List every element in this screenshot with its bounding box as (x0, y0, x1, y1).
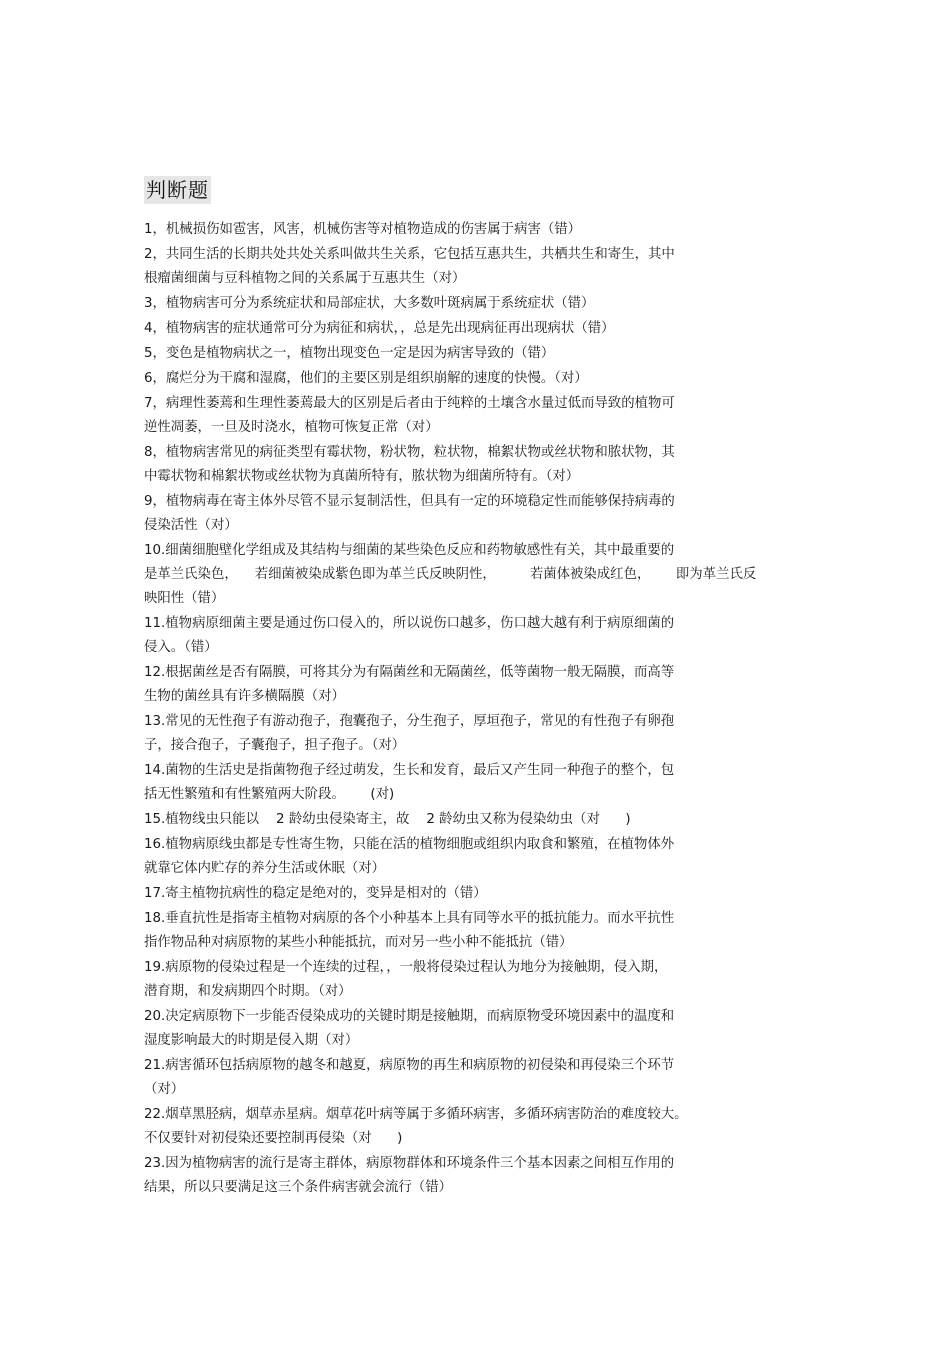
question-line: 是革兰氏染色， 若细菌被染成紫色即为革兰氏反映阴性， 若菌体被染成红色， 即为革兰氏反 (144, 567, 757, 582)
question-line: 根瘤菌细菌与豆科植物之间的关系属于互惠共生（对） (144, 271, 466, 286)
question-line: 14.菌物的生活史是指菌物孢子经过萌发，生长和发育，最后又产生同一种孢子的整个，包 (144, 763, 675, 778)
question-line: 子，接合孢子，子囊孢子，担子孢子。（对） (144, 738, 406, 753)
question-line: 潜育期，和发病期四个时期。（对） (144, 984, 352, 999)
question-line: 23.因为植物病害的流行是寄主群体，病原物群体和环境条件三个基本因素之间相互作用的 (144, 1156, 675, 1171)
question-line: 逆性凋萎，一旦及时浇水，植物可恢复正常（对） (144, 420, 439, 435)
question-line: 13.常见的无性孢子有游动孢子，孢囊孢子，分生孢子，厚垣孢子，常见的有性孢子有卵孢 (144, 714, 675, 729)
question-line: 5，变色是植物病状之一，植物出现变色一定是因为病害导致的（错） (144, 346, 555, 361)
question-line: 湿度影响最大的时期是侵入期（对） (144, 1033, 359, 1048)
question-item (144, 833, 804, 881)
question-line: 中霉状物和棉絮状物或丝状物为真菌所特有，脓状物为细菌所特有。（对） (144, 469, 580, 484)
question-line: 10.细菌细胞壁化学组成及其结构与细菌的某些染色反应和药物敏感性有关，其中最重要的 (144, 543, 675, 558)
question-item (144, 612, 804, 660)
question-item (144, 292, 804, 316)
question-line: 指作物品种对病原物的某些小种能抵抗，而对另一些小种不能抵抗（错） (144, 935, 573, 950)
question-line: 18.垂直抗性是指寄主植物对病原的各个小种基本上具有同等水平的抵抗能力。而水平抗性 (144, 911, 675, 926)
question-line: （对） (144, 1082, 185, 1097)
question-line: 1，机械损伤如雹害，风害，机械伤害等对植物造成的伤害属于病害（错） (144, 222, 582, 237)
page-title: 判断题 (146, 178, 209, 202)
question-line: 16.植物病原线虫都是专性寄生物，只能在活的植物细胞或组织内取食和繁殖，在植物体外 (144, 837, 675, 852)
question-item (144, 882, 804, 906)
question-item (144, 710, 804, 758)
question-item (144, 441, 804, 489)
question-list (144, 218, 804, 1201)
question-line: 17.寄主植物抗病性的稳定是绝对的，变异是相对的（错） (144, 886, 487, 901)
question-item (144, 808, 804, 832)
question-line: 12.根据菌丝是否有隔膜，可将其分为有隔菌丝和无隔菌丝，低等菌物一般无隔膜，而高等 (144, 665, 675, 680)
question-line: 4，植物病害的症状通常可分为病征和病状，，总是先出现病征再出现病状（错） (144, 321, 615, 336)
question-line: 15.植物线虫只能以 2 龄幼虫侵染寄主，故 2 龄幼虫又称为侵染幼虫（对 ) (144, 812, 631, 827)
question-line: 3，植物病害可分为系统症状和局部症状，大多数叶斑病属于系统症状（错） (144, 296, 595, 311)
question-line: 结果，所以只要满足这三个条件病害就会流行（错） (144, 1180, 452, 1195)
question-item (144, 1005, 804, 1053)
question-item (144, 490, 804, 538)
question-item (144, 907, 804, 955)
question-line: 不仅要针对初侵染还要控制再侵染（对 ) (144, 1131, 403, 1146)
question-line: 括无性繁殖和有性繁殖两大阶段。 (对) (144, 787, 395, 802)
question-line: 7，病理性萎蔫和生理性萎蔫最大的区别是后者由于纯粹的土壤含水量过低而导致的植物可 (144, 396, 675, 411)
question-item (144, 218, 804, 242)
question-item (144, 367, 804, 391)
question-item (144, 342, 804, 366)
question-line: 22.烟草黑胫病，烟草赤星病。烟草花叶病等属于多循环病害，多循环病害防治的难度较大。 (144, 1107, 688, 1122)
question-line: 2，共同生活的长期共处共处关系叫做共生关系，它包括互惠共生，共栖共生和寄生，其中 (144, 247, 675, 262)
question-item (144, 317, 804, 341)
question-line: 8，植物病害常见的病征类型有霉状物，粉状物，粒状物，棉絮状物或丝状物和脓状物，其 (144, 445, 675, 460)
question-line: 侵入。（错） (144, 640, 218, 655)
question-line: 侵染活性（对） (144, 518, 238, 533)
question-line: 就靠它体内贮存的养分生活或休眠（对） (144, 861, 386, 876)
question-item (144, 1103, 804, 1151)
question-line: 9，植物病毒在寄主体外尽管不显示复制活性，但具有一定的环境稳定性而能够保持病毒的 (144, 494, 675, 509)
question-line: 生物的菌丝具有许多横隔膜（对） (144, 689, 345, 704)
question-item (144, 392, 804, 440)
question-line: 20.决定病原物下一步能否侵染成功的关键时期是接触期，而病原物受环境因素中的温度和 (144, 1009, 675, 1024)
question-line: 19.病原物的侵染过程是一个连续的过程，，一般将侵染过程认为地分为接触期，侵入期， (144, 960, 668, 975)
question-item (144, 243, 804, 291)
question-item (144, 539, 804, 611)
question-line: 映阳性（错） (144, 591, 225, 606)
question-line: 11.植物病原细菌主要是通过伤口侵入的，所以说伤口越多，伤口越大越有利于病原细菌的 (144, 616, 675, 631)
question-item (144, 1152, 804, 1200)
question-item (144, 956, 804, 1004)
question-item (144, 661, 804, 709)
question-line: 21.病害循环包括病原物的越冬和越夏，病原物的再生和病原物的初侵染和再侵染三个环节 (144, 1058, 675, 1073)
question-item (144, 1054, 804, 1102)
question-item (144, 759, 804, 807)
question-line: 6，腐烂分为干腐和湿腐，他们的主要区别是组织崩解的速度的快慢。（对） (144, 371, 588, 386)
